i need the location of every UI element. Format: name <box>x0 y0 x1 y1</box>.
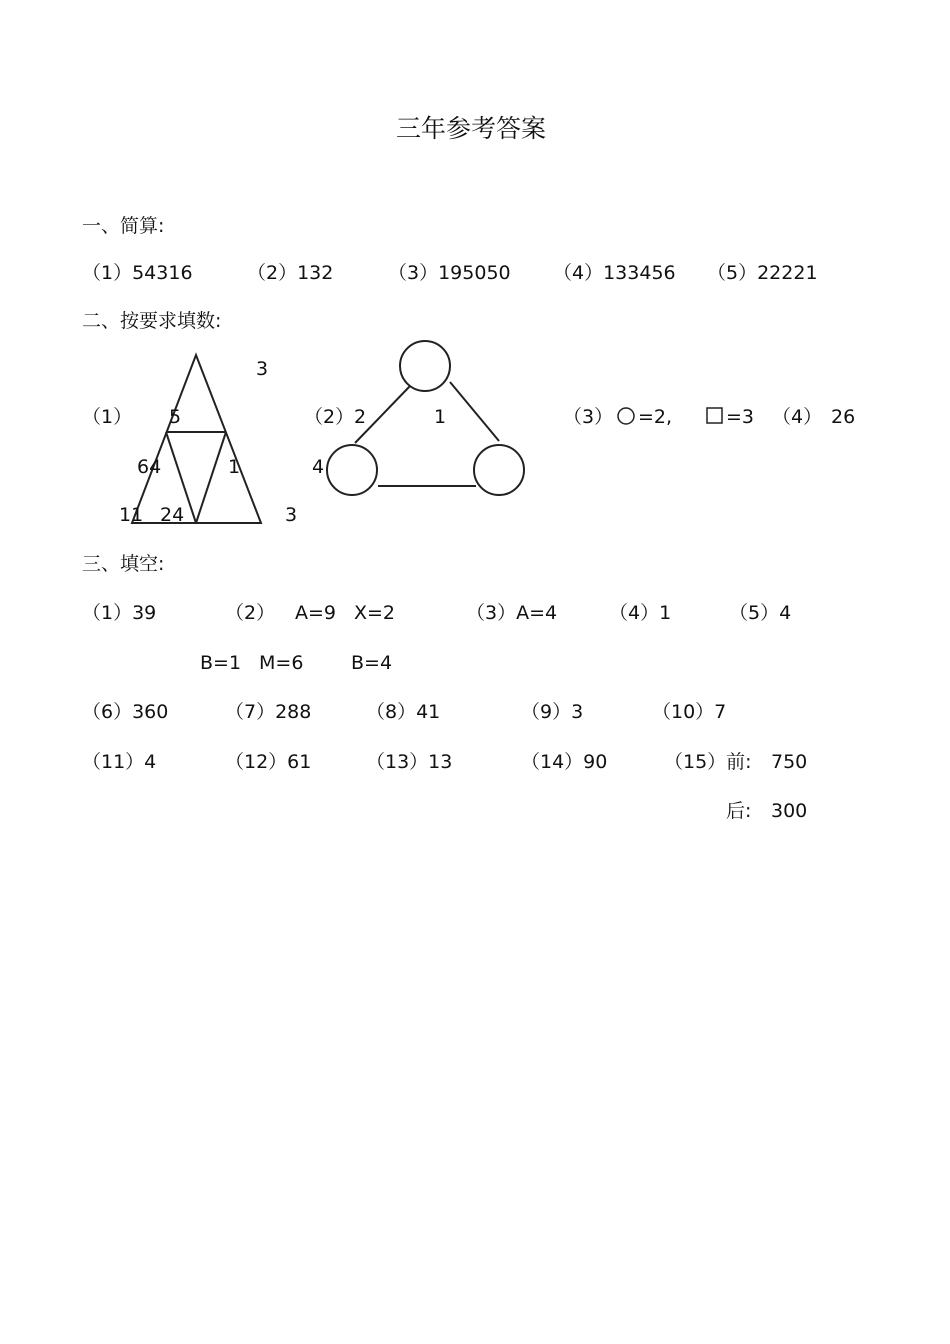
triangle-num-top: 3 <box>256 358 269 380</box>
fill-3: （3）A=4 <box>466 602 558 624</box>
fill-10: （10）7 <box>652 701 727 723</box>
circle-left <box>327 445 377 495</box>
circle-num-2: 2 <box>354 406 367 428</box>
fill-7: （7）288 <box>225 701 312 723</box>
fill-15-front: 750 <box>771 751 808 773</box>
fill-4: （4）1 <box>609 602 672 624</box>
q2-3-label: （3） <box>563 406 614 428</box>
section-heading-2: 二、按要求填数: <box>82 310 222 332</box>
answer-1-4: （4）133456 <box>553 262 676 284</box>
q2-1-label: （1） <box>82 406 133 428</box>
triangle-num-24: 24 <box>160 504 185 526</box>
fill-2-m: M=6 <box>259 652 304 674</box>
page-title: 三年参考答案 <box>396 114 547 143</box>
fill-9: （9）3 <box>521 701 584 723</box>
triangle-num-11: 11 <box>119 504 144 526</box>
fill-12: （12）61 <box>225 751 312 773</box>
fill-2-b: B=1 <box>200 652 242 674</box>
fill-15-label: （15）前: <box>664 751 752 773</box>
fill-13: （13）13 <box>366 751 453 773</box>
section-heading-3: 三、填空: <box>82 553 165 575</box>
fill-2-a: A=9 <box>295 602 337 624</box>
answer-1-5: （5）22221 <box>707 262 818 284</box>
fill-14: （14）90 <box>521 751 608 773</box>
square-symbol-icon <box>707 408 722 423</box>
fill-8: （8）41 <box>366 701 441 723</box>
circle-symbol-icon <box>618 408 634 424</box>
fill-15-back: 300 <box>771 800 808 822</box>
fill-2-label: （2） <box>225 602 276 624</box>
q2-4-answer: 26 <box>831 406 856 428</box>
fill-3-b: B=4 <box>351 652 393 674</box>
answer-1-1: （1）54316 <box>82 262 193 284</box>
triangle-num-64: 64 <box>137 456 162 478</box>
triangle-num-bottom: 3 <box>285 504 298 526</box>
fill-5: （5）4 <box>729 602 792 624</box>
circle-right <box>474 445 524 495</box>
triangle-num-1: 1 <box>228 456 241 478</box>
circle-num-4: 4 <box>312 456 325 478</box>
answer-1-2: （2）132 <box>247 262 334 284</box>
fill-1: （1）39 <box>82 602 157 624</box>
q2-2-label: （2） <box>304 406 355 428</box>
answer-1-3: （3）195050 <box>388 262 511 284</box>
fill-2-x: X=2 <box>354 602 396 624</box>
triangle-num-5: 5 <box>169 406 182 428</box>
circle-equation: =2, <box>638 406 673 428</box>
square-equation: =3 <box>726 406 755 428</box>
section-heading-1: 一、简算: <box>82 215 165 237</box>
triangle-outer <box>132 355 261 526</box>
circle-num-1: 1 <box>434 406 447 428</box>
fill-15-back-label: 后: <box>726 800 752 822</box>
q2-4-label: （4） <box>772 406 823 428</box>
circle-top <box>400 341 450 391</box>
fill-6: （6）360 <box>82 701 169 723</box>
fill-11: （11）4 <box>82 751 157 773</box>
